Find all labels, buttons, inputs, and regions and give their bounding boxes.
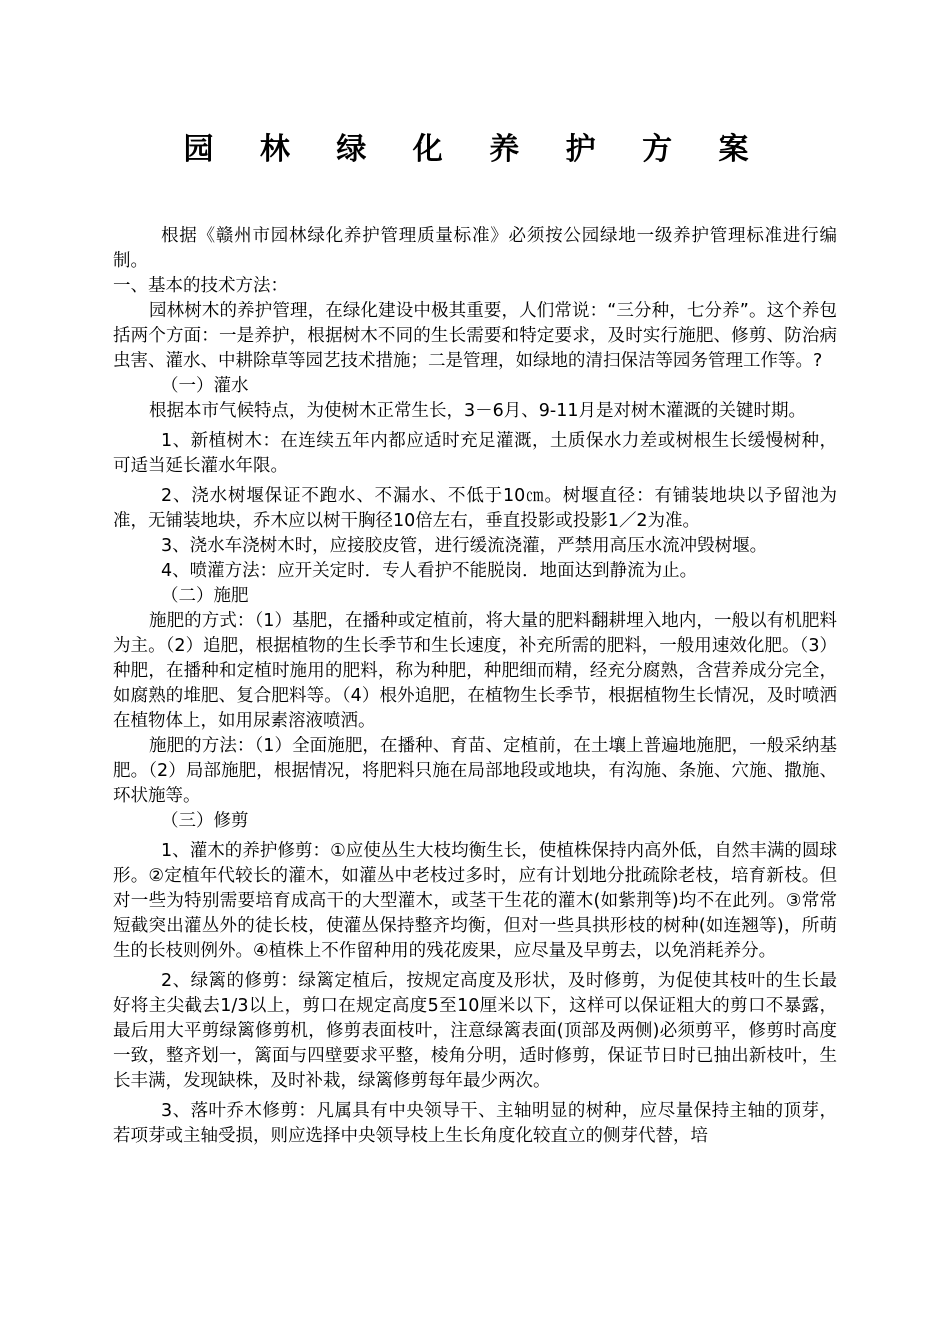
paragraph-pruning-trees: 3、落叶乔木修剪：凡属具有中央领导干、主轴明显的树种，应尽量保持主轴的顶芽，若项芽或主轴受损，则应选择中央领导枝上生长角度化较直立的侧芽代替，培 [113,1101,837,1146]
document-body [113,224,837,1149]
paragraph-watering-item-2: 2、浇水树堰保证不跑水、不漏水、不低于10㎝。树堰直径：有铺装地块以予留池为准，无铺装地块，乔木应以树干胸径10倍左右，垂直投影或投影1／2为准。 [113,486,837,531]
paragraph-fertilizing-methods: 施肥的方法：（1）全面施肥，在播种、育苗、定植前，在土壤上普遍地施肥，一般采纳基肥。（2）局部施肥，根据情况，将肥料只施在局部地段或地块，有沟施、条施、穴施、撒施、环状施等。 [113,736,837,806]
paragraph-watering-item-1: 1、新植树木：在连续五年内都应适时充足灌溉，土质保水力差或树根生长缓慢树种，可适当延长灌水年限。 [113,431,837,476]
paragraph-watering-season: 根据本市气候特点，为使树木正常生长，3－6月、9-11月是对树木灌溉的关键时期。 [149,401,806,421]
subheading-fertilizing: （二）施肥 [161,586,249,606]
paragraph-pruning-shrubs: 1、灌木的养护修剪：①应使丛生大枝均衡生长，使植株保持内高外低，自然丰满的圆球形。②定植年代较长的灌木，如灌丛中老枝过多时，应有计划地分批疏除老枝，培育新枝。但对一些为特别需要培育成高干的大型灌木，或茎干生花的灌木(如紫荆等)均不在此列。③常常短截突出灌丛外的徒长枝，使灌丛保持整齐均衡，但对一些具拱形枝的树种(如连翘等)，所萌生的长枝则例外。④植株上不作留种用的残花废果，应尽量及早剪去，以免消耗养分。 [113,841,837,961]
document-title: 园 林 绿 化 养 护 方 案 [183,132,767,167]
subheading-pruning: （三）修剪 [161,811,249,831]
paragraph-fertilizing-ways: 施肥的方式：（1）基肥，在播种或定植前，将大量的肥料翻耕埋入地内，一般以有机肥料为主。（2）追肥，根据植物的生长季节和生长速度，补充所需的肥料，一般用速效化肥。（3）种肥，在播种和定植时施用的肥料，称为种肥，种肥细而精，经充分腐熟，含营养成分完全，如腐熟的堆肥、复合肥料等。（4）根外追肥，在植物生长季节，根据植物生长情况，及时喷洒在植物体上，如用尿素溶液喷洒。 [113,611,837,731]
paragraph-watering-item-3: 3、浇水车浇树木时，应接胶皮管，进行缓流浇灌，严禁用高压水流冲毁树堰。 [161,536,768,556]
paragraph-overview: 园林树木的养护管理，在绿化建设中极其重要，人们常说：“三分种，七分养”。这个养包括两个方面：一是养护，根据树木不同的生长需要和特定要求，及时实行施肥、修剪、防治病虫害、灌水、中耕除草等园艺技术措施；二是管理，如绿地的清扫保洁等园务管理工作等。? [113,301,837,371]
intro-paragraph: 根据《赣州市园林绿化养护管理质量标准》必须按公园绿地一级养护管理标准进行编制。 [113,226,837,271]
paragraph-pruning-hedges: 2、绿篱的修剪：绿篱定植后，按规定高度及形状，及时修剪，为促使其枝叶的生长最好将主尖截去1/3以上，剪口在规定高度5至10厘米以下，这样可以保证粗大的剪口不暴露，最后用大平剪绿篱修剪机，修剪表面枝叶，注意绿篱表面(顶部及两侧)必须剪平，修剪时高度一致，整齐划一，篱面与四壁要求平整，棱角分明，适时修剪，保证节日时已抽出新枝叶，生长丰满，发现缺株，及时补栽，绿篱修剪每年最少两次。 [113,971,837,1091]
paragraph-watering-item-4: 4、喷灌方法：应开关定时．专人看护不能脱岗．地面达到静流为止。 [161,561,698,581]
section-heading-basic-methods: 一、基本的技术方法： [113,276,288,296]
subheading-watering: （一）灌水 [161,376,249,396]
